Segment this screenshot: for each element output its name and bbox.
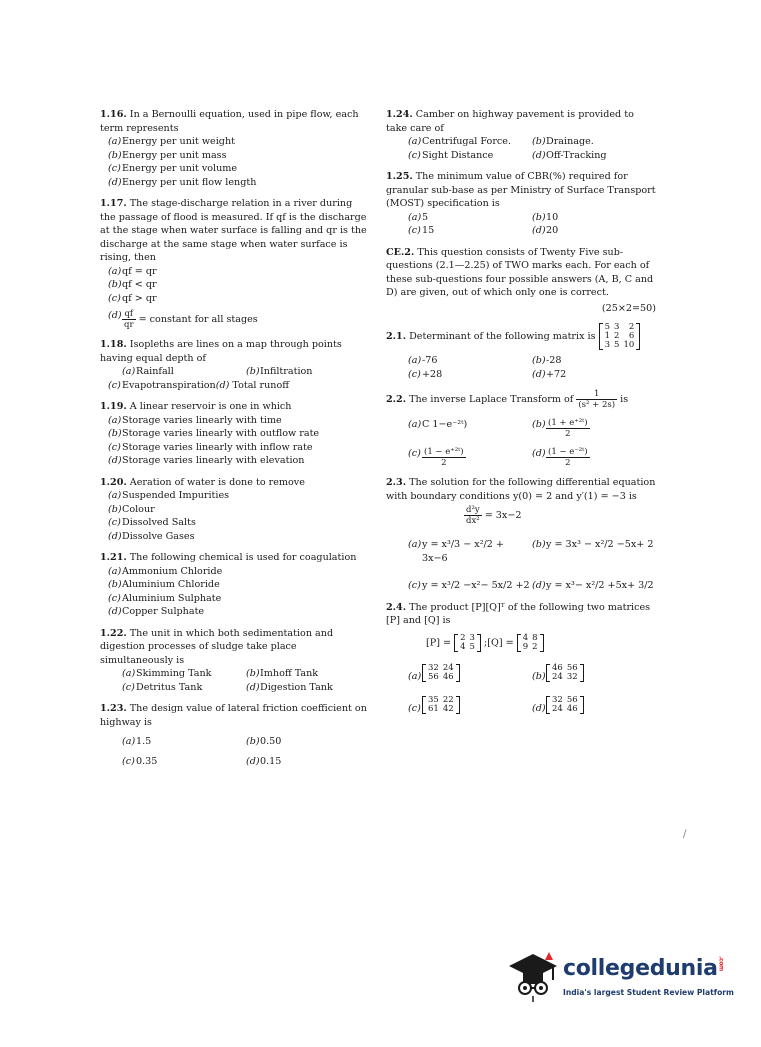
option-d: (d) Digestion Tank	[246, 681, 333, 693]
option-d: (d) 0.15	[246, 755, 282, 767]
question-text: Aeration of water is done to remove	[129, 476, 305, 488]
option-a: (a) Storage varies linearly with time	[108, 414, 282, 426]
matrix-p: 2 3 4 5	[454, 634, 481, 652]
matrix-q: 4 8 9 2	[517, 634, 544, 652]
option-d: (d) y = x³− x²/2 +5x+ 3/2	[532, 580, 654, 591]
question-number: 1.17.	[100, 198, 127, 209]
option-d: (d) Dissolve Gases	[108, 530, 195, 542]
section-ce2-instructions: CE.2. This question consists of Twenty Five sub-questions (2.1—2.25) of TWO marks each. For each of these sub-questions four possible answers (A, B, C and D) are given, out of which only one is correct. (25×2=50)	[386, 246, 656, 314]
option-a: (a) y = x³/3 − x²/2 + 3x−6	[408, 539, 504, 564]
option-a: (a) Suspended Impurities	[108, 490, 230, 501]
option-c: (c) y = x³/2 −x²− 5x/2 +2	[408, 580, 530, 591]
question-text: Camber on highway pavement is provided to take care of	[386, 109, 634, 134]
option-a: (a) Ammonium Chloride	[108, 565, 223, 577]
option-a: (a) Energy per unit weight	[108, 136, 235, 147]
option-b: (b) Energy per unit mass	[108, 149, 227, 161]
option-c: (c) Aluminium Sulphate	[108, 592, 222, 604]
option-d: (d) $\frac{\text{(1 − e⁻²ᵗ)}}{2}$	[532, 447, 588, 468]
option-row	[386, 149, 656, 163]
question-1-20: 1.20. Aeration of water is done to remove (a) Suspended Impurities (b) Colour (c) Dissolved Salts (d) Dissolve Gases	[100, 476, 370, 544]
option-row	[386, 447, 656, 468]
question-text: Determinant of the following matrix is	[409, 331, 596, 342]
graduate-mascot-icon	[505, 946, 561, 1002]
collegedunia-logo[interactable]	[505, 946, 735, 1006]
option-d: (d) +72	[532, 368, 567, 380]
brand-tagline: India's largest Student Review Platform	[563, 988, 734, 997]
fraction: $\frac{qf}{qr}$	[124, 309, 134, 330]
option-c: (c) $\frac{\text{(1 − e⁺²ᵗ)}}{2}$	[408, 447, 464, 468]
matrix-definitions: [P] = 2 3 4 5 ;[Q] = 4 8 9 2	[386, 634, 656, 652]
question-text: The inverse Laplace Transform of	[409, 394, 574, 405]
question-text: A linear reservoir is one in which	[129, 401, 292, 412]
option-d: (d) 20	[532, 225, 559, 236]
option-row	[386, 211, 656, 225]
option-row	[386, 418, 656, 439]
option-b: (b) Imhoff Tank	[246, 668, 319, 679]
option-a: (a) qf = qr	[108, 265, 157, 277]
option-a: (a) C 1−e⁻²ᵗ)	[408, 419, 468, 430]
question-number: 1.16.	[100, 109, 127, 120]
option-c: (c) Dissolved Salts	[108, 517, 196, 528]
option-d: (d) Storage varies linearly with elevation	[108, 455, 305, 466]
option-row	[100, 735, 370, 749]
question-1-21: 1.21. The following chemical is used for coagulation (a) Ammonium Chloride (b) Aluminium Chloride (c) Aluminium Sulphate (d) Copper Sulphate	[100, 551, 370, 619]
option-d: (d) Copper Sulphate	[108, 606, 205, 617]
brand-name: collegedunia.com	[563, 956, 725, 981]
question-text: The minimum value of CBR(%) required for granular sub-base as per Ministry of Surface Transport (MOST) specification is	[386, 171, 656, 209]
option-b: (b) qf < qr	[108, 279, 157, 290]
question-text: The design value of lateral friction coefficient on highway is	[100, 703, 367, 728]
option-a: (a) Rainfall	[122, 366, 174, 377]
option-d: (d) $\frac{qf}{qr}$ = constant for all stages	[108, 309, 258, 330]
option-c: (c) 35 22 61 42	[408, 696, 532, 714]
option-a: (a) Skimming Tank	[122, 668, 212, 679]
question-text: The solution for the following differential equation with boundary conditions y(0) = 2 and y′(1) = −3 is	[386, 477, 656, 502]
option-d: (d) Off-Tracking	[532, 149, 607, 161]
option-b: (b) 0.50	[246, 736, 282, 747]
option-a: (a) 1.5	[122, 736, 152, 747]
question-2-2: 2.2. The inverse Laplace Transform of $\frac{1}{\text{(s² + 2s)}}$ is (a) C 1−e⁻²ᵗ) (b) $\frac{\text{(1 + e⁺²ᵗ)}}{2}$ (c) $\frac{\text{(1 − e⁺²ᵗ)}}{2}$ (d) $\frac{\text{(1 − e⁻²ᵗ)}}{2}$	[386, 389, 656, 468]
option-c: (c) Sight Distance	[408, 149, 494, 161]
option-b: (b) Infiltration	[246, 366, 313, 377]
option-a: (a) -76	[408, 355, 438, 366]
question-1-18: 1.18. Isopleths are lines on a map through points having equal depth of (a) Rainfall (b) Infiltration (c) Evapotranspiration(d) Total runoff	[100, 338, 370, 392]
option-a: (a) 32 24 56 46	[408, 664, 532, 682]
option-row	[386, 368, 656, 382]
right-column	[386, 108, 656, 722]
option-c: (c) +28	[408, 368, 443, 380]
option-b: (b) 46 56 24 32	[532, 664, 656, 682]
option-a: (a) Centrifugal Force.	[408, 136, 512, 147]
option-b: (b) $\frac{\text{(1 + e⁺²ᵗ)}}{2}$	[532, 418, 588, 439]
question-text: In a Bernoulli equation, used in pipe flow, each term represents	[100, 109, 359, 134]
option-row	[100, 365, 370, 379]
option-row	[386, 538, 656, 565]
option-row	[386, 579, 656, 593]
fraction: $\frac{1}{\text{(s² + 2s)}}$	[578, 389, 616, 410]
question-text: The product [P][Q]ᵀ of the following two matrices [P] and [Q] is	[386, 601, 651, 626]
question-2-4: 2.4. The product [P][Q]ᵀ of the following two matrices [P] and [Q] is [P] = 2 3 4 5 ;[Q] = 4 8 9 2 (a) 32 24 56 46 (b) 46 56 24 32 (c) 35 22 61 42 (d) 32 56 24 46	[386, 601, 656, 714]
option-b: (b) Aluminium Chloride	[108, 579, 220, 590]
option-b: (b) y = 3x³ − x²/2 −5x+ 2	[532, 539, 654, 550]
question-text: Isopleths are lines on a map through points having equal depth of	[100, 339, 342, 364]
option-c: (c) Storage varies linearly with inflow rate	[108, 441, 313, 453]
question-text: The stage-discharge relation in a river during the passage of flood is measured. If qf is the discharge at the stage when water surface is falling and qr is the discharge at the same stage when water surface is rising, then	[100, 198, 367, 263]
option-d: (d) Energy per unit flow length	[108, 176, 257, 188]
question-text: The following chemical is used for coagulation	[129, 552, 357, 563]
option-b: (b) 10	[532, 211, 559, 223]
option-c: (c) qf > qr	[108, 292, 157, 304]
stray-pen-mark: /	[683, 829, 687, 840]
option-a: (a) 5	[408, 211, 429, 223]
question-1-19: 1.19. A linear reservoir is one in which (a) Storage varies linearly with time (b) Storage varies linearly with outflow rate (c) Storage varies linearly with inflow rate (d) Storage varies linearly with elevation	[100, 400, 370, 468]
option-row	[386, 664, 656, 682]
option-c-d: (c) Evapotranspiration(d) Total runoff	[108, 379, 290, 391]
option-row	[386, 354, 656, 368]
question-1-25: 1.25. The minimum value of CBR(%) required for granular sub-base as per Ministry of Surface Transport (MOST) specification is (a) 5 (b) 10 (c) 15 (d) 20	[386, 171, 656, 236]
differential-equation: $\frac{\text{d²y}}{\text{dx²}}$ = 3x−2	[466, 505, 522, 526]
matrix-3x3: 5 3 2 1 2 6 3 5 10	[599, 323, 641, 350]
question-1-22: 1.22. The unit in which both sedimentation and digestion processes of sludge take place simultaneously is (a) Skimming Tank (b) Imhoff Tank (c) Detritus Tank (d) Digestion Tank	[100, 627, 370, 695]
marks-allocation: (25×2=50)	[601, 302, 656, 314]
option-c: (c) Energy per unit volume	[108, 163, 238, 174]
option-b: (b) Colour	[108, 503, 155, 515]
option-b: (b) Drainage.	[532, 136, 594, 147]
option-row	[100, 667, 370, 681]
option-b: (b) Storage varies linearly with outflow rate	[108, 428, 320, 439]
left-column	[100, 108, 370, 776]
question-2-3: 2.3. The solution for the following differential equation with boundary conditions y(0) = 2 and y′(1) = −3 is $\frac{\text{d²y}}{\text{dx²}}$ = 3x−2 (a) y = x³/3 − x²/2 + 3x−6 (b) y = 3x³ − x²/2 −5x+ 2 (c) y = x³/2 −x²− 5x/2 +2 (d) y = x³− x²/2 +5x+ 3/2	[386, 477, 656, 591]
instruction-text: This question consists of Twenty Five sub-questions (2.1—2.25) of TWO marks each. For each of these sub-questions four possible answers (A, B, C and D) are given, out of which only one is correct.	[386, 246, 654, 298]
option-row	[100, 681, 370, 695]
question-1-23: 1.23. The design value of lateral friction coefficient on highway is (a) 1.5 (b) 0.50 (c) 0.35 (d) 0.15	[100, 702, 370, 768]
option-c: (c) 0.35	[122, 755, 158, 767]
question-text: The unit in which both sedimentation and digestion processes of sludge take place simultaneously is	[100, 627, 334, 666]
option-b: (b) -28	[532, 355, 562, 366]
option-row	[100, 755, 370, 769]
question-2-1: 2.1. Determinant of the following matrix is 5 3 2 1 2 6 3 5 10 (a) -76 (b) -28 (c) +28 (d) +72	[386, 323, 656, 381]
option-row	[386, 224, 656, 238]
question-1-17	[100, 197, 370, 330]
option-row	[386, 696, 656, 714]
question-1-16	[100, 108, 370, 189]
option-row	[386, 135, 656, 149]
option-c: (c) Detritus Tank	[122, 681, 203, 693]
option-d: (d) 32 56 24 46	[532, 696, 656, 714]
question-1-24: 1.24. Camber on highway pavement is provided to take care of (a) Centrifugal Force. (b) Drainage. (c) Sight Distance (d) Off-Tracking	[386, 108, 656, 162]
option-c: (c) 15	[408, 225, 435, 236]
